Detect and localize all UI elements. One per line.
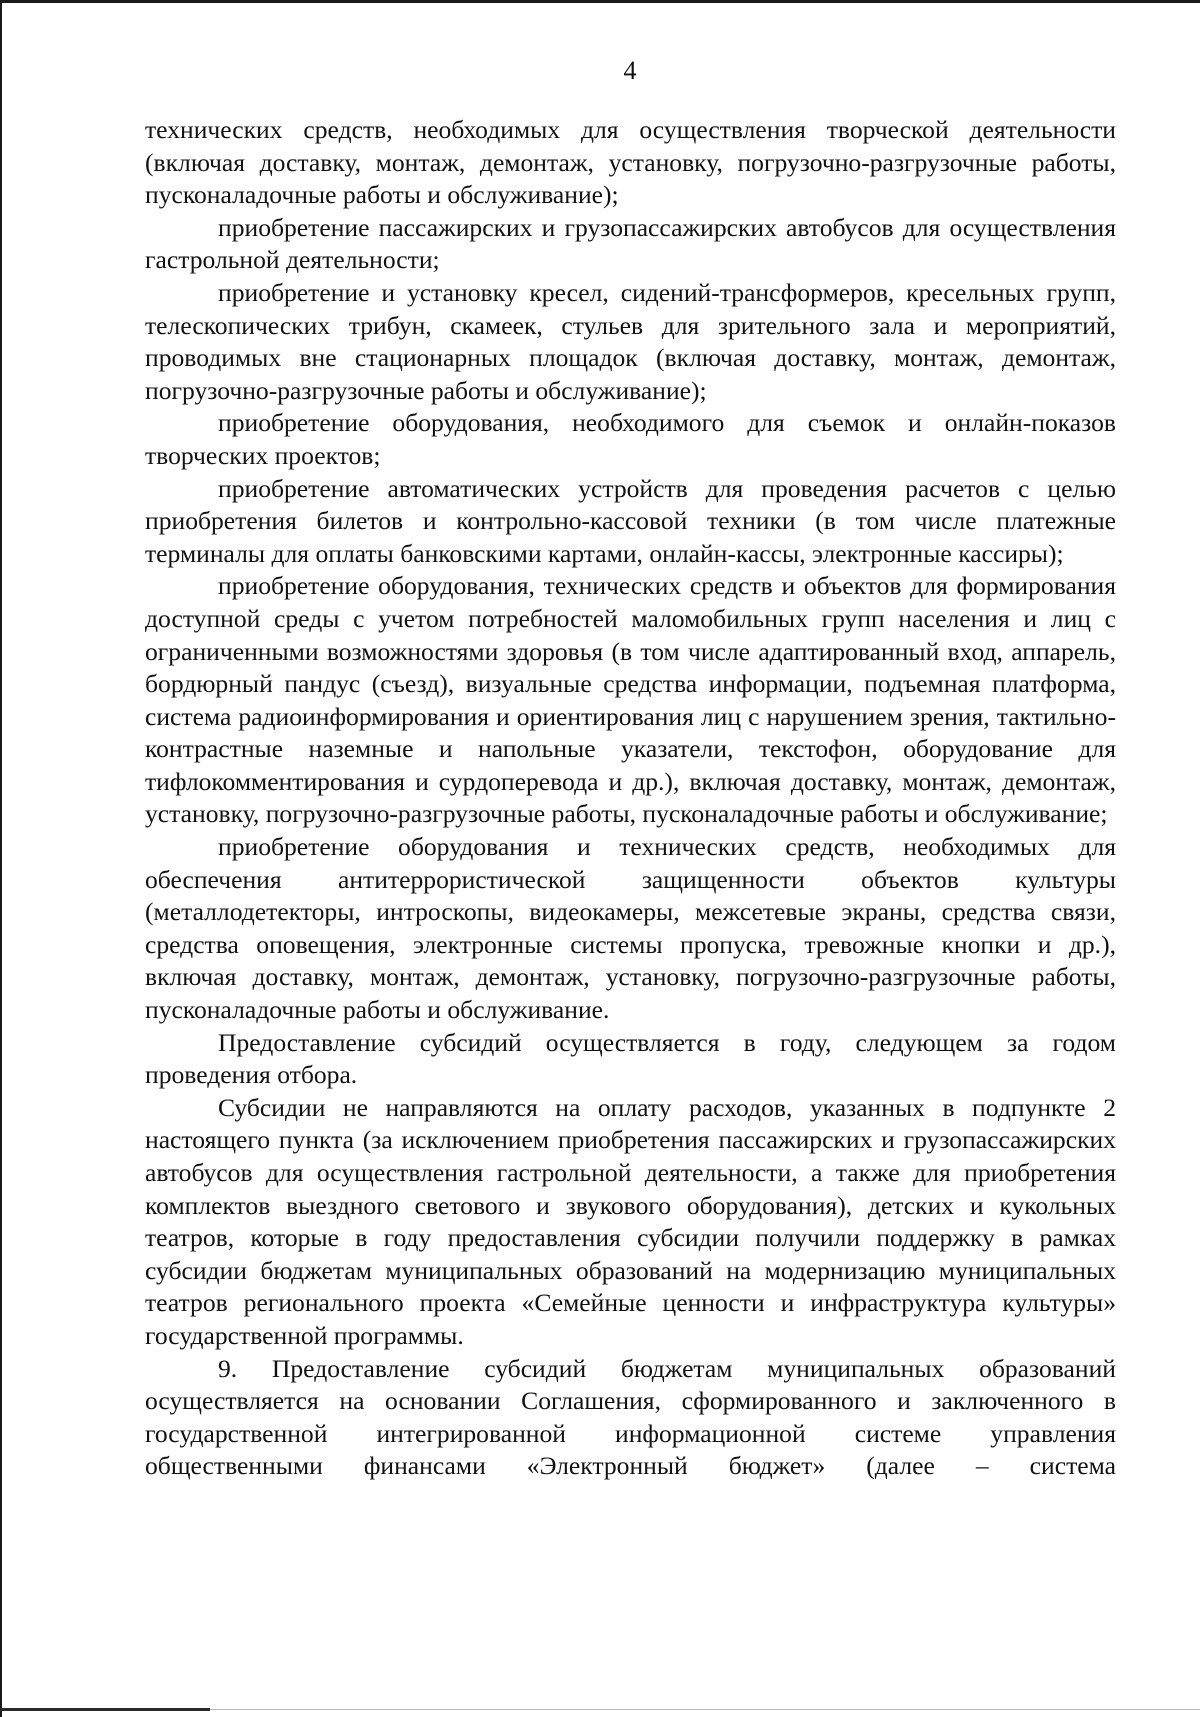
page-number: 4 xyxy=(623,56,637,85)
scan-edge-top xyxy=(0,0,1200,3)
paragraph: 9. Предоставление субсидий бюджетам муниципальных образований осуществляется на основании Соглашения, сформированного и заключенного в государственной интегрированной информационной системе управления общественными финансами «Электронный бюджет» (далее – система xyxy=(145,1353,1116,1481)
body-text xyxy=(145,114,1116,1483)
paragraph: приобретение пассажирских и грузопассажирских автобусов для осуществления гастрольной деятельности; xyxy=(145,212,1116,275)
paragraph: приобретение и установку кресел, сидений-трансформеров, кресельных групп, телескопических трибун, скамеек, стульев для зрительного зала и мероприятий, проводимых вне стационарных площадок (включая доставку, монтаж, демонтаж, погрузочно-разгрузочные работы и обслуживание); xyxy=(145,277,1116,405)
paragraph: приобретение оборудования, технических средств и объектов для формирования доступной среды с учетом потребностей маломобильных групп населения и лиц с ограниченными возможностями здоровья (в том числе адаптированный вход, аппарель, бордюрный пандус (съезд), визуальные средства информации, подъемная платформа, система радиоинформирования и ориентирования лиц с нарушением зрения, тактильно-контрастные наземные и напольные указатели, текстофон, оборудование для тифлокомментирования и сурдоперевода и др.), включая доставку, монтаж, демонтаж, установку, погрузочно-разгрузочные работы, пусконаладочные работы и обслуживание; xyxy=(145,571,1116,829)
scan-edge-bottom xyxy=(0,1708,210,1711)
paragraph: приобретение автоматических устройств для проведения расчетов с целью приобретения билетов и контрольно-кассовой техники (в том числе платежные терминалы для оплаты банковскими картами, онлайн-кассы, электронные кассиры); xyxy=(145,473,1116,568)
paragraph: приобретение оборудования, необходимого для съемок и онлайн-показов творческих проектов; xyxy=(145,408,1116,470)
scan-edge-bottom-faint xyxy=(210,1709,1200,1710)
paragraph: Субсидии не направляются на оплату расходов, указанных в подпункте 2 настоящего пункта (за исключением приобретения пассажирских и грузопассажирских автобусов для осуществления гастрольной деятельности, а также для приобретения комплектов выездного светового и звукового оборудования), детских и кукольных театров, которые в году предоставления субсидии получили поддержку в рамках субсидии бюджетам муниципальных образований на модернизацию муниципальных театров регионального проекта «Семейные ценности и инфраструктура культуры» государственной программы. xyxy=(145,1092,1116,1350)
paragraph: Предоставление субсидий осуществляется в году, следующем за годом проведения отбора. xyxy=(145,1027,1116,1090)
scan-edge-left xyxy=(0,0,2,1717)
paragraph: приобретение оборудования и технических средств, необходимых для обеспечения антитеррористической защищенности объектов культуры (металлодетекторы, интроскопы, видеокамеры, межсетевые экраны, средства связи, средства оповещения, электронные системы пропуска, тревожные кнопки и др.), включая доставку, монтаж, демонтаж, установку, погрузочно-разгрузочные работы, пусконаладочные работы и обслуживание. xyxy=(145,832,1116,1025)
paragraph: технических средств, необходимых для осуществления творческой деятельности (включая доставку, монтаж, демонтаж, установку, погрузочно-разгрузочные работы, пусконаладочные работы и обслуживание); xyxy=(145,115,1116,210)
